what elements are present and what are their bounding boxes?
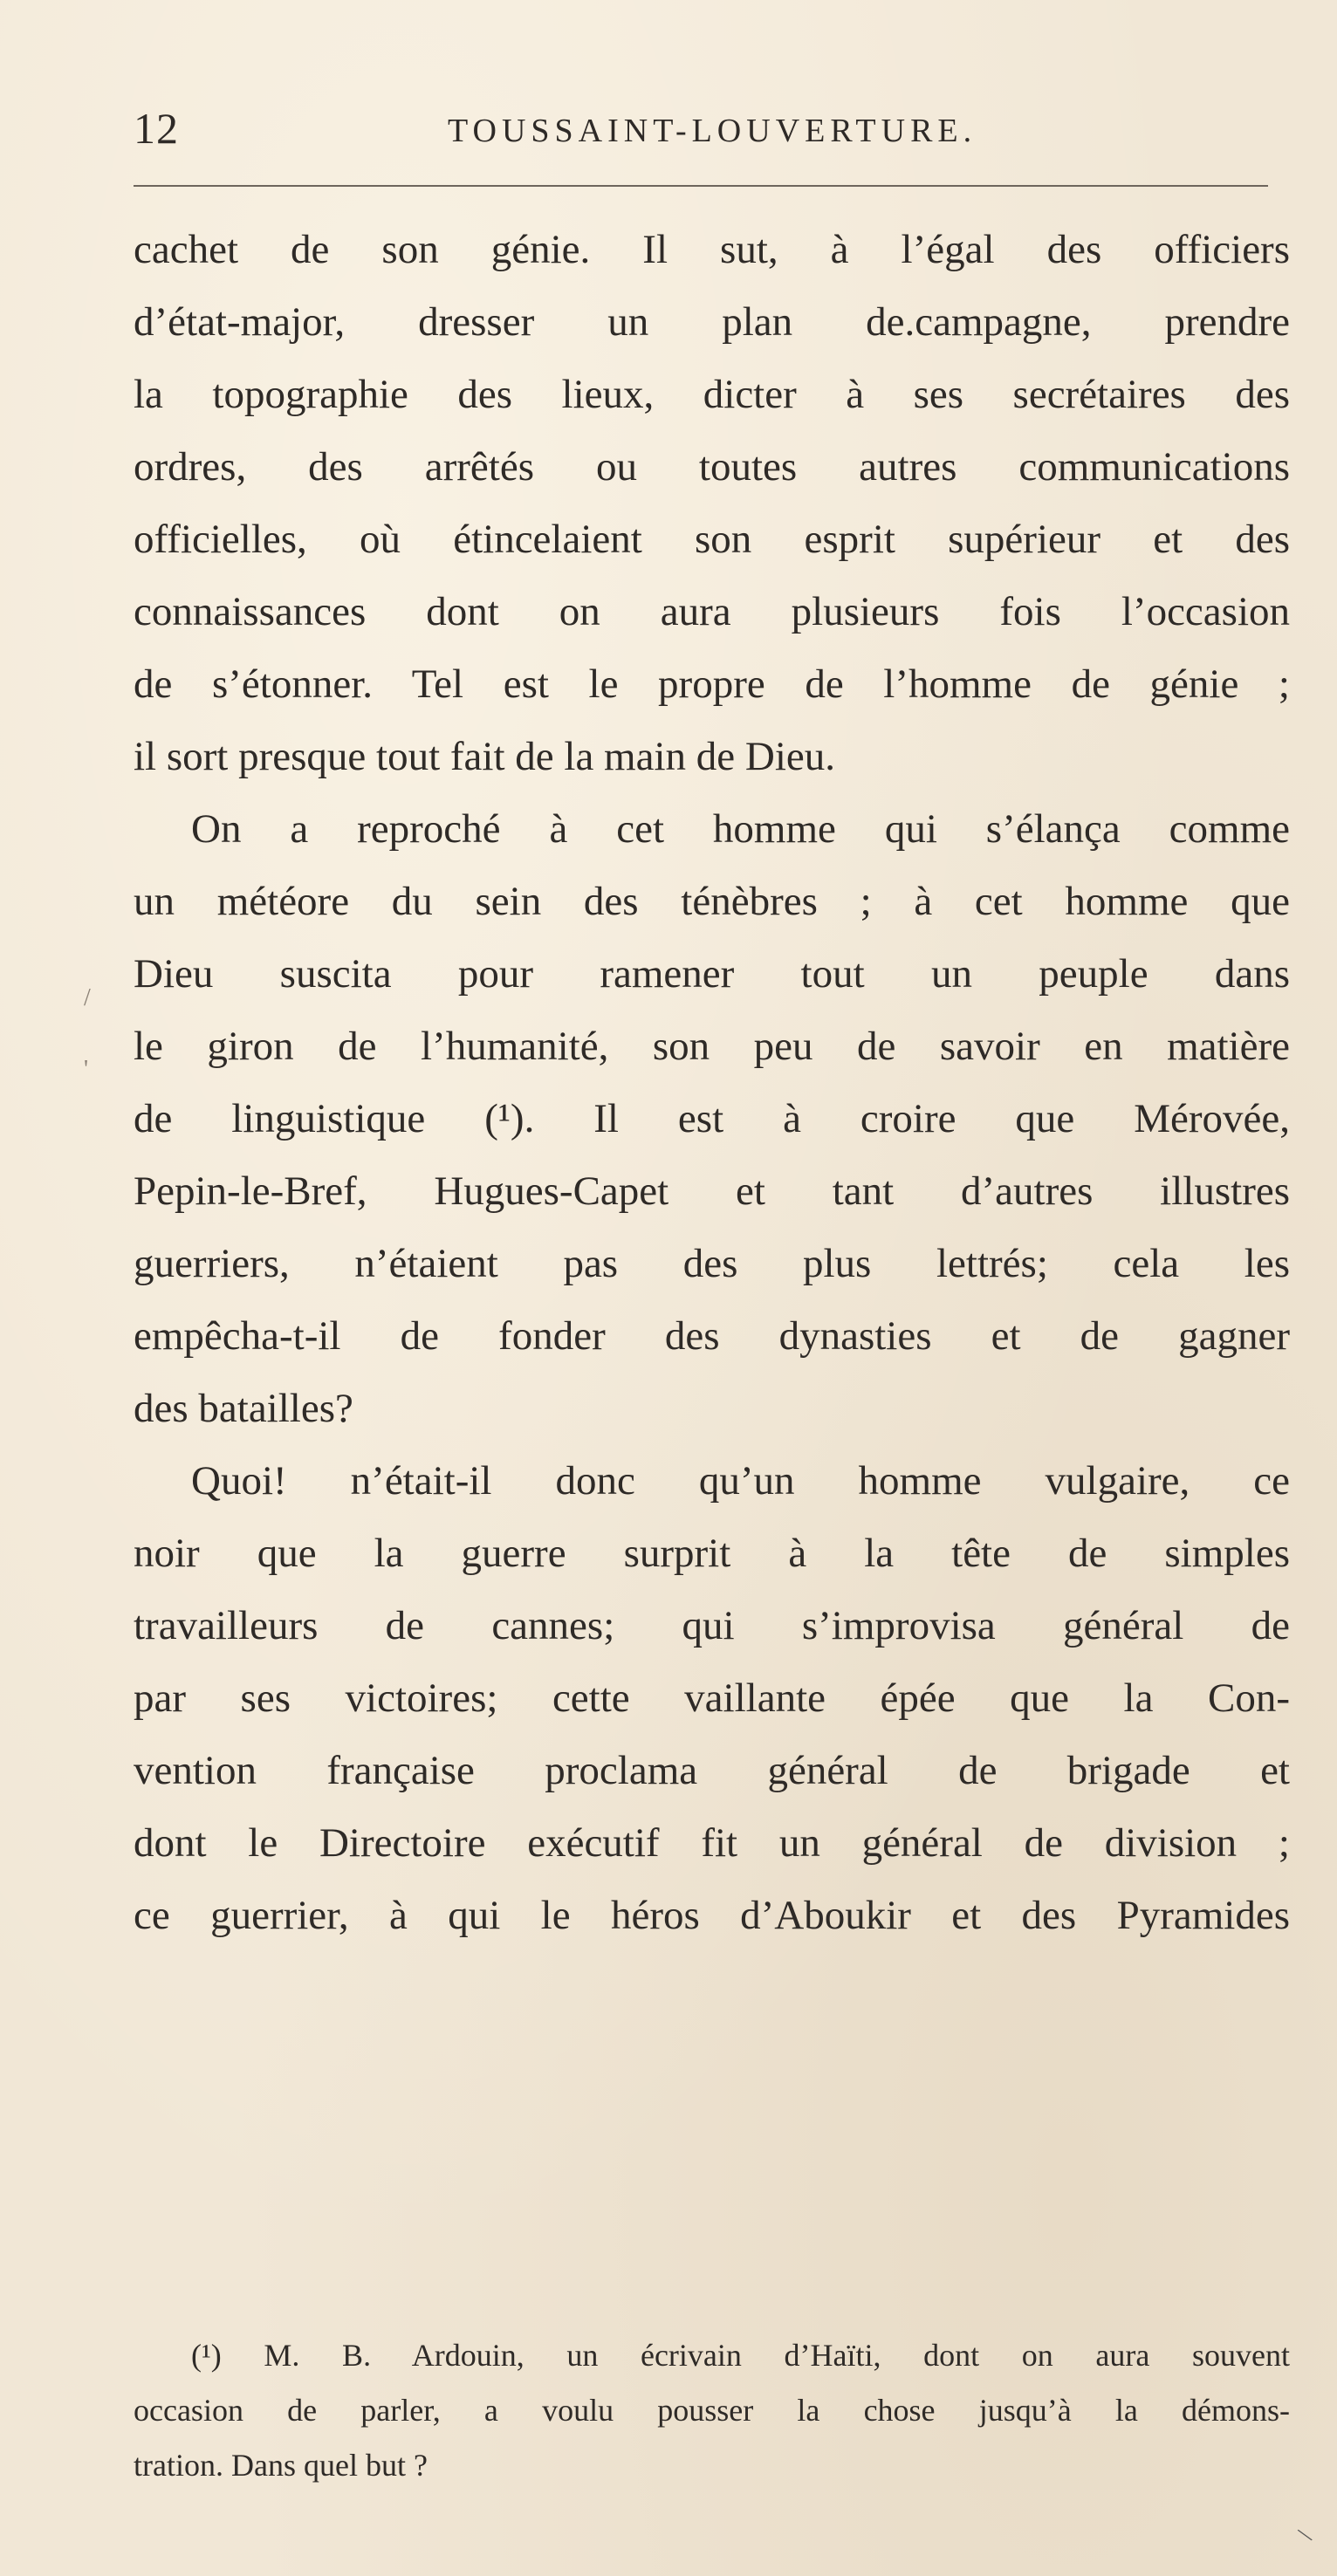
text-line: la topographie des lieux, dicter à ses secrétaires des: [134, 372, 1290, 417]
paragraph: [134, 1445, 1290, 1952]
corner-pencil-mark-icon: \: [1294, 2522, 1316, 2549]
text-line: cachet de son génie. Il sut, à l’égal des officiers: [134, 227, 1290, 272]
text-line: de s’étonner. Tel est le propre de l’homme de génie ;: [134, 661, 1290, 707]
footnote-line: occasion de parler, a voulu pousser la chose jusqu’à la démons-: [134, 2393, 1290, 2428]
running-head: [134, 103, 1268, 164]
text-line: empêcha-t-il de fonder des dynasties et de gagner: [134, 1313, 1290, 1359]
text-line: connaissances dont on aura plusieurs fois l’occasion: [134, 589, 1290, 634]
text-line: d’état-major, dresser un plan de.campagne, prendre: [134, 299, 1290, 345]
main-text: [134, 214, 1290, 1952]
text-line: guerriers, n’étaient pas des plus lettrés; cela les: [134, 1241, 1290, 1286]
text-line: de linguistique (¹). Il est à croire que Mérovée,: [134, 1096, 1290, 1141]
text-line: travailleurs de cannes; qui s’improvisa général de: [134, 1603, 1290, 1648]
text-line: par ses victoires; cette vaillante épée que la Con-: [134, 1675, 1290, 1721]
text-line: ordres, des arrêtés ou toutes autres communications: [134, 444, 1290, 490]
text-line: Quoi! n’était-il donc qu’un homme vulgaire, ce: [191, 1458, 1290, 1504]
text-line: On a reproché à cet homme qui s’élança comme: [191, 806, 1290, 852]
text-line: vention française proclama général de brigade et: [134, 1748, 1290, 1793]
text-line: noir que la guerre surprit à la tête de simples: [134, 1531, 1290, 1576]
text-line: dont le Directoire exécutif fit un général de division ;: [134, 1820, 1290, 1866]
margin-pencil-mark-icon: /: [84, 984, 91, 1011]
text-line: Pepin-le-Bref, Hugues-Capet et tant d’autres illustres: [134, 1168, 1290, 1214]
page-number: 12: [134, 104, 179, 153]
header-rule: [134, 185, 1268, 187]
running-title: TOUSSAINT-LOUVERTURE.: [448, 113, 977, 149]
text-line: il sort presque tout fait de la main de Dieu.: [134, 734, 836, 779]
margin-pencil-mark-icon: ': [84, 1056, 89, 1083]
text-line: Dieu suscita pour ramener tout un peuple dans: [134, 951, 1290, 997]
text-line: des batailles?: [134, 1386, 353, 1431]
footnote-line: tration. Dans quel but ?: [134, 2448, 428, 2483]
text-line: un météore du sein des ténèbres ; à cet homme que: [134, 879, 1290, 924]
paragraph: [134, 214, 1290, 793]
text-line: ce guerrier, à qui le héros d’Aboukir et des Pyramides: [134, 1893, 1290, 1938]
text-line: officielles, où étincelaient son esprit supérieur et des: [134, 517, 1290, 562]
text-line: le giron de l’humanité, son peu de savoir en matière: [134, 1024, 1290, 1069]
footnote: [134, 2328, 1290, 2493]
footnote-line: (¹) M. B. Ardouin, un écrivain d’Haïti, dont on aura souvent: [191, 2338, 1290, 2373]
paragraph: [134, 793, 1290, 1445]
